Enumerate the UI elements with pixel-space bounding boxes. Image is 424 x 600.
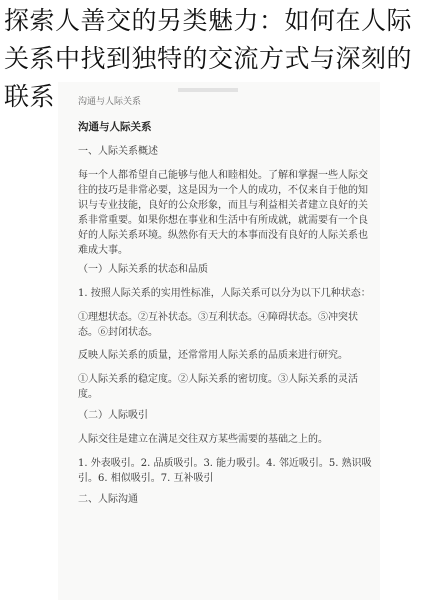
section-heading-overview: 一、人际关系概述 — [78, 146, 158, 157]
subsection-heading-state-quality: （一）人际关系的状态和品质 — [78, 264, 208, 275]
watermark-mark — [178, 88, 238, 92]
document-image — [58, 82, 380, 600]
paragraph-attraction-list: 1. 外表吸引。2. 品质吸引。3. 能力吸引。4. 邻近吸引。5. 熟识吸引。6. 相似吸引。7. 互补吸引 — [78, 458, 372, 484]
document-running-header: 沟通与人际关系 — [78, 97, 142, 107]
article-headline: 探索人善交的另类魅力：如何在人际关系中找到独特的交流方式与深刻的联系 — [4, 6, 413, 111]
section-heading-communication: 二、人际沟通 — [78, 494, 138, 505]
document-title: 沟通与人际关系 — [78, 121, 152, 133]
paragraph-quality: 反映人际关系的质量，还常常用人际关系的品质来进行研究。 — [78, 350, 348, 361]
paragraph-classification: 1. 按照人际关系的实用性标准，人际关系可以分为以下几种状态： — [78, 288, 371, 299]
paragraph-states-list: ①理想状态。②互补状态。③互利状态。④障碍状态。⑤冲突状态。⑥封闭状态。 — [78, 312, 358, 338]
paragraph-quality-list: ①人际关系的稳定度。②人际关系的密切度。③人际关系的灵活度。 — [78, 374, 358, 400]
paragraph-attraction-basis: 人际交往是建立在满足交往双方某些需要的基础之上的。 — [78, 434, 328, 445]
subsection-heading-attraction: （二）人际吸引 — [78, 410, 148, 421]
paragraph-intro: 每一个人都希望自己能够与他人和睦相处。了解和掌握一些人际交往的技巧是非常必要，这是因为一个人的成功，不仅来自于他的知识与专业技能，良好的公众形象，而且与利益相关者建立良好的关系非常重要。如果你想在事业和生活中有所成就，就需要有一个良好的人际关系环境。纵然你有天大的本事而没有良好的人际关系也难成大事。 — [78, 170, 368, 256]
